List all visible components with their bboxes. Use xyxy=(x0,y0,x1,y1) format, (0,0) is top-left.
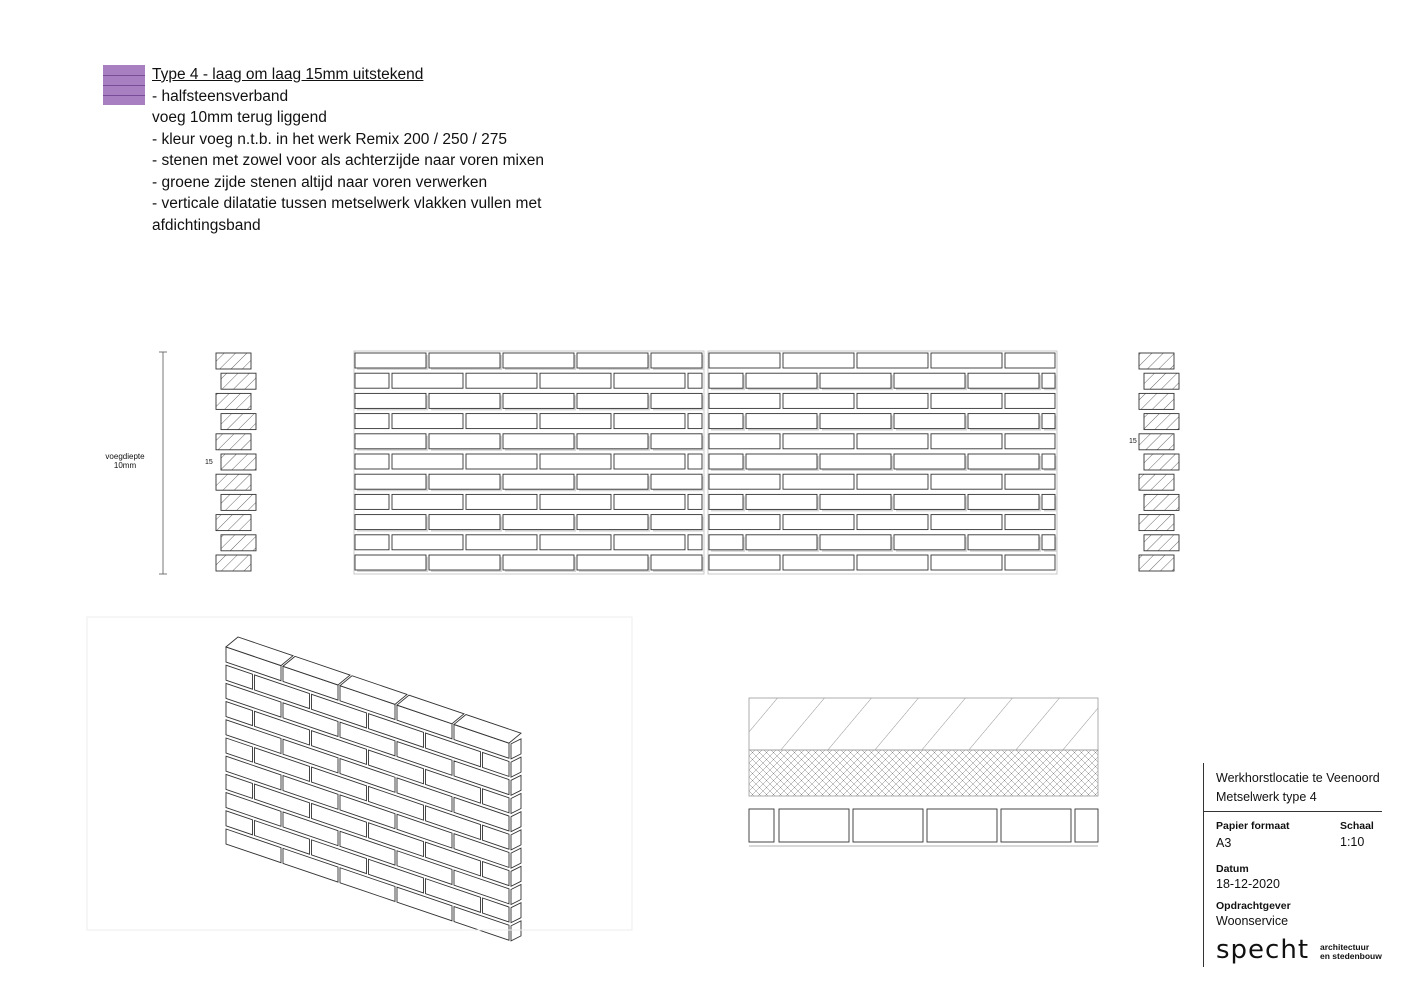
logo-wordmark: specht xyxy=(1216,935,1310,965)
iso-brick-end xyxy=(511,903,521,923)
plan-detail xyxy=(749,698,1098,846)
proud-brick xyxy=(429,555,500,570)
proud-brick xyxy=(577,515,648,530)
proud-brick xyxy=(709,414,743,429)
cavity-insulation-layer xyxy=(749,698,1098,750)
recessed-brick xyxy=(931,555,1002,570)
proud-brick xyxy=(503,515,574,530)
section-brick xyxy=(221,494,256,510)
paper-value: A3 xyxy=(1216,836,1232,850)
recessed-brick xyxy=(355,494,389,509)
proud-brick xyxy=(894,414,965,429)
proud-brick xyxy=(577,555,648,570)
recessed-brick xyxy=(355,454,389,469)
proud-brick xyxy=(894,535,965,550)
recessed-brick xyxy=(355,414,389,429)
offset-label-right: 15 xyxy=(1129,438,1137,445)
recessed-brick xyxy=(614,414,685,429)
proud-brick xyxy=(968,414,1039,429)
proud-brick xyxy=(746,535,817,550)
recessed-brick xyxy=(857,555,928,570)
section-brick xyxy=(1144,454,1179,470)
recessed-brick xyxy=(1005,393,1055,408)
recessed-brick xyxy=(1005,555,1055,570)
recessed-brick xyxy=(1005,434,1055,449)
recessed-brick xyxy=(355,373,389,388)
front-elevation xyxy=(354,351,1057,574)
iso-brick-end xyxy=(511,830,521,850)
proud-brick xyxy=(746,494,817,509)
proud-brick xyxy=(577,393,648,408)
proud-brick xyxy=(709,454,743,469)
recessed-brick xyxy=(783,353,854,368)
proud-brick xyxy=(820,494,891,509)
proud-brick xyxy=(429,434,500,449)
proud-brick xyxy=(355,474,426,489)
proud-brick xyxy=(355,353,426,368)
recessed-brick xyxy=(783,434,854,449)
proud-brick xyxy=(746,373,817,388)
recessed-brick xyxy=(688,373,702,388)
section-brick xyxy=(216,393,251,409)
proud-brick xyxy=(355,555,426,570)
plan-brick xyxy=(779,809,849,842)
proud-brick xyxy=(820,535,891,550)
section-brick xyxy=(1144,373,1179,389)
proud-brick xyxy=(651,555,702,570)
recessed-brick xyxy=(392,373,463,388)
recessed-brick xyxy=(466,535,537,550)
iso-brick-end xyxy=(511,739,521,759)
proud-brick xyxy=(651,393,702,408)
recessed-brick xyxy=(466,494,537,509)
proud-brick xyxy=(1042,454,1055,469)
plan-brick xyxy=(1001,809,1071,842)
legend-line: - kleur voeg n.t.b. in het werk Remix 200 / 250 / 275 xyxy=(152,130,507,148)
recessed-brick xyxy=(1005,474,1055,489)
proud-brick xyxy=(429,474,500,489)
recessed-brick xyxy=(857,474,928,489)
proud-brick xyxy=(820,454,891,469)
iso-brick-end xyxy=(511,775,521,795)
plan-brick xyxy=(853,809,923,842)
depth-dimension-line xyxy=(159,352,167,574)
proud-brick xyxy=(894,494,965,509)
title-block xyxy=(1203,763,1384,967)
scale-value: 1:10 xyxy=(1340,835,1365,849)
proud-brick xyxy=(503,555,574,570)
recessed-brick xyxy=(688,454,702,469)
recessed-brick xyxy=(709,555,780,570)
section-brick xyxy=(1139,555,1174,571)
proud-brick xyxy=(577,434,648,449)
recessed-brick xyxy=(931,434,1002,449)
proud-brick xyxy=(429,515,500,530)
proud-brick xyxy=(709,535,743,550)
recessed-brick xyxy=(1005,353,1055,368)
recessed-brick xyxy=(709,515,780,530)
section-brick xyxy=(221,535,256,551)
recessed-brick xyxy=(931,474,1002,489)
section-brick xyxy=(216,353,251,369)
recessed-brick xyxy=(783,474,854,489)
section-brick xyxy=(1139,515,1174,531)
recessed-brick xyxy=(688,494,702,509)
recessed-brick xyxy=(355,535,389,550)
proud-brick xyxy=(651,474,702,489)
iso-brick-end xyxy=(511,794,521,814)
section-brick xyxy=(216,434,251,450)
proud-brick xyxy=(1042,535,1055,550)
legend-line: - stenen met zowel voor als achterzijde naar voren mixen xyxy=(152,152,544,169)
recessed-brick xyxy=(614,494,685,509)
recessed-brick xyxy=(466,454,537,469)
recessed-brick xyxy=(709,353,780,368)
isometric-wall-view xyxy=(226,637,521,941)
drawing-name: Metselwerk type 4 xyxy=(1216,790,1317,804)
legend-line: afdichtingsband xyxy=(152,216,261,234)
iso-brick-end xyxy=(511,866,521,886)
recessed-brick xyxy=(392,414,463,429)
legend-line: - verticale dilatatie tussen metselwerk vlakken vullen met xyxy=(152,195,542,212)
recessed-brick xyxy=(688,414,702,429)
proud-brick xyxy=(577,474,648,489)
date-value: 18-12-2020 xyxy=(1216,877,1280,891)
recessed-brick xyxy=(392,494,463,509)
client-label: Opdrachtgever xyxy=(1216,900,1291,912)
proud-brick xyxy=(1042,494,1055,509)
proud-brick xyxy=(355,434,426,449)
recessed-brick xyxy=(614,535,685,550)
legend-line: voeg 10mm terug liggend xyxy=(152,109,327,126)
recessed-brick xyxy=(931,515,1002,530)
recessed-brick xyxy=(931,353,1002,368)
recessed-brick xyxy=(466,373,537,388)
iso-brick-end xyxy=(511,921,521,941)
recessed-brick xyxy=(1005,515,1055,530)
proud-brick xyxy=(746,454,817,469)
proud-brick xyxy=(894,373,965,388)
proud-brick xyxy=(1042,414,1055,429)
client-value: Woonservice xyxy=(1216,914,1289,928)
proud-brick xyxy=(709,494,743,509)
recessed-brick xyxy=(392,454,463,469)
date-label: Datum xyxy=(1216,863,1249,875)
specht-logo xyxy=(1216,935,1384,969)
proud-brick xyxy=(709,373,743,388)
section-brick xyxy=(221,454,256,470)
iso-brick-end xyxy=(511,885,521,905)
proud-brick xyxy=(651,515,702,530)
section-brick xyxy=(1139,474,1174,490)
recessed-brick xyxy=(857,393,928,408)
legend-line: - groene zijde stenen altijd naar voren verwerken xyxy=(152,173,488,191)
section-brick xyxy=(216,474,251,490)
recessed-brick xyxy=(709,434,780,449)
section-brick xyxy=(216,515,251,531)
recessed-brick xyxy=(783,515,854,530)
recessed-brick xyxy=(857,353,928,368)
proud-brick xyxy=(968,535,1039,550)
logo-subtitle: architectuur en stedenbouw xyxy=(1320,942,1382,961)
plan-brick xyxy=(1075,809,1098,842)
proud-brick xyxy=(651,353,702,368)
depth-label-line-1: voegdiepte xyxy=(105,452,145,461)
recessed-brick xyxy=(688,535,702,550)
recessed-brick xyxy=(709,474,780,489)
project-name: Werkhorstlocatie te Veenoord xyxy=(1216,771,1380,785)
proud-brick xyxy=(746,414,817,429)
proud-brick xyxy=(1042,373,1055,388)
recessed-brick xyxy=(857,434,928,449)
legend-line: - halfsteensverband xyxy=(152,87,289,105)
proud-brick xyxy=(820,373,891,388)
section-brick xyxy=(221,414,256,430)
iso-brick-end xyxy=(511,812,521,832)
recessed-brick xyxy=(709,393,780,408)
proud-brick xyxy=(355,393,426,408)
recessed-brick xyxy=(540,454,611,469)
recessed-brick xyxy=(614,373,685,388)
proud-brick xyxy=(429,353,500,368)
depth-label xyxy=(95,452,155,470)
recessed-brick xyxy=(392,535,463,550)
proud-brick xyxy=(503,474,574,489)
recessed-brick xyxy=(783,555,854,570)
recessed-brick xyxy=(540,494,611,509)
proud-brick xyxy=(651,434,702,449)
proud-brick xyxy=(968,494,1039,509)
iso-brick-end xyxy=(511,848,521,868)
section-brick xyxy=(1144,494,1179,510)
paper-label: Papier formaat xyxy=(1216,820,1290,832)
section-brick xyxy=(221,373,256,389)
plan-brick xyxy=(749,809,774,842)
section-brick xyxy=(1144,414,1179,430)
inner-leaf-layer xyxy=(749,750,1098,796)
section-brick xyxy=(1139,353,1174,369)
recessed-brick xyxy=(466,414,537,429)
section-brick xyxy=(1139,434,1174,450)
section-brick xyxy=(1144,535,1179,551)
proud-brick xyxy=(355,515,426,530)
recessed-brick xyxy=(614,454,685,469)
plan-brick xyxy=(927,809,997,842)
depth-label-line-2: 10mm xyxy=(113,461,137,470)
proud-brick xyxy=(968,373,1039,388)
recessed-brick xyxy=(857,515,928,530)
legend-title: Type 4 - laag om laag 15mm uitstekend xyxy=(152,66,424,83)
recessed-brick xyxy=(783,393,854,408)
section-brick xyxy=(1139,393,1174,409)
iso-brick-end xyxy=(511,757,521,777)
proud-brick xyxy=(503,393,574,408)
offset-label-left: 15 xyxy=(205,459,213,466)
recessed-brick xyxy=(540,535,611,550)
scale-label: Schaal xyxy=(1340,820,1374,832)
recessed-brick xyxy=(931,393,1002,408)
recessed-brick xyxy=(540,414,611,429)
proud-brick xyxy=(577,353,648,368)
proud-brick xyxy=(503,353,574,368)
proud-brick xyxy=(429,393,500,408)
proud-brick xyxy=(894,454,965,469)
recessed-brick xyxy=(540,373,611,388)
proud-brick xyxy=(503,434,574,449)
proud-brick xyxy=(820,414,891,429)
proud-brick xyxy=(968,454,1039,469)
section-brick xyxy=(216,555,251,571)
